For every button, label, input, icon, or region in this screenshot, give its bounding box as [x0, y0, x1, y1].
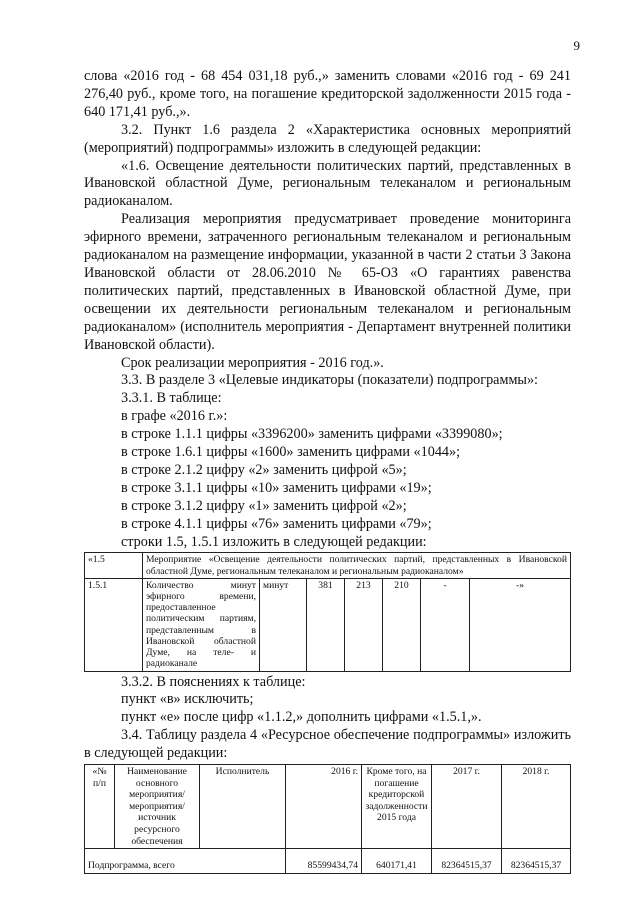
table-cell: 82364515,37	[502, 849, 571, 874]
list-item: 3.3.1. В таблице:	[121, 390, 222, 407]
list-item: строки 1.5, 1.5.1 изложить в следующей редакции:	[121, 533, 427, 550]
table-cell: 640171,41	[362, 849, 432, 874]
paragraph-term: Срок реализации мероприятия - 2016 год.».	[121, 354, 384, 371]
list-item: 3.3.2. В пояснениях к таблице:	[121, 673, 306, 690]
table-cell: 85599434,74	[286, 849, 362, 874]
table-cell: 82364515,37	[432, 849, 502, 874]
list-item: в графе «2016 г.»:	[121, 408, 228, 425]
table-cell: 1.5.1	[85, 578, 143, 671]
table-cell: 381	[307, 578, 345, 671]
column-header: 2016 г.	[286, 765, 362, 849]
list-item: в строке 4.1.1 цифры «76» заменить цифрами «79»;	[121, 515, 432, 532]
document-body	[84, 68, 571, 874]
list-item: в строке 3.1.1 цифры «10» заменить цифрами «19»;	[121, 479, 432, 496]
list-item: в строке 1.1.1 цифры «3396200» заменить цифрами «3399080»;	[121, 426, 503, 443]
paragraph-amount-replacement: слова «2016 год - 68 454 031,18 руб.,» заменить словами «2016 год - 69 241 276,40 руб., кроме того, на погашение кредиторской задолженности 2015 года - 640 171,41 руб.,».	[84, 68, 571, 120]
column-header: 2018 г.	[502, 765, 571, 849]
column-header: Кроме того, на погашение кредиторской задолженности 2015 года	[362, 765, 432, 849]
paragraph-3-3: 3.3. В разделе 3 «Целевые индикаторы (показатели) подпрограммы»:	[121, 372, 538, 389]
paragraph-1-6: «1.6. Освещение деятельности политических партий, представленных в Ивановской областной Думе, региональным телеканалом и региональным радиоканалом.	[84, 157, 571, 210]
table-cell: Количество минут эфирного времени, предоставленное политическим партиям, представленным в Ивановской областной Думе, на теле- и радиоканале	[143, 578, 260, 671]
paragraph-implementation: Реализация мероприятия предусматривает проведение мониторинга эфирного времени, затраченного региональным телеканалом и региональным радиоканалом на размещение информации, указанной в части 2 статьи 3 Закона Ивановской области от 28.06.2010 № 65-ОЗ «О гарантиях равенства политических партий, представленных в Ивановской областной Думе, при освещении их деятельности региональным телеканалом и региональным радиоканалом» (исполнитель мероприятия - Департамент внутренней политики Ивановской области).	[84, 211, 571, 353]
table-cell: -»	[470, 578, 571, 671]
list-item: пункт «в» исключить;	[121, 691, 254, 708]
resources-table	[84, 764, 571, 874]
column-header: «№ п/п	[85, 765, 115, 849]
table-cell: «1.5	[85, 553, 143, 578]
explanations-list	[84, 674, 571, 728]
table-cell: 210	[383, 578, 421, 671]
table-cell: 213	[345, 578, 383, 671]
table-header-row	[85, 765, 571, 849]
paragraph-3-2: 3.2. Пункт 1.6 раздела 2 «Характеристика основных мероприятий (мероприятий) подпрограммы» изложить в следующей редакции:	[84, 121, 571, 156]
page-number: 9	[573, 38, 580, 53]
table-row	[85, 553, 571, 578]
list-item: пункт «е» после цифр «1.1.2,» дополнить цифрами «1.5.1,».	[121, 709, 482, 726]
amendment-list	[84, 390, 571, 551]
table-cell: -	[421, 578, 470, 671]
list-item: в строке 2.1.2 цифру «2» заменить цифрой «5»;	[121, 461, 407, 478]
table-cell: минут	[260, 578, 307, 671]
indicators-table	[84, 552, 571, 671]
list-item: в строке 3.1.2 цифру «1» заменить цифрой «2»;	[121, 497, 407, 514]
table-cell: Подпрограмма, всего	[85, 849, 286, 874]
table-row	[85, 849, 571, 874]
table-row	[85, 578, 571, 671]
column-header: 2017 г.	[432, 765, 502, 849]
column-header: Исполнитель	[200, 765, 286, 849]
table-cell: Мероприятие «Освещение деятельности политических партий, представленных в Ивановской областной Думе, региональным телеканалом и региональным радиоканалом»	[143, 553, 571, 578]
list-item: в строке 1.6.1 цифры «1600» заменить цифрами «1044»;	[121, 444, 461, 461]
column-header: Наименование основного мероприятия/мероприятия/источник ресурсного обеспечения	[115, 765, 200, 849]
paragraph-3-4: 3.4. Таблицу раздела 4 «Ресурсное обеспечение подпрограммы» изложить в следующей редакции:	[84, 727, 571, 762]
